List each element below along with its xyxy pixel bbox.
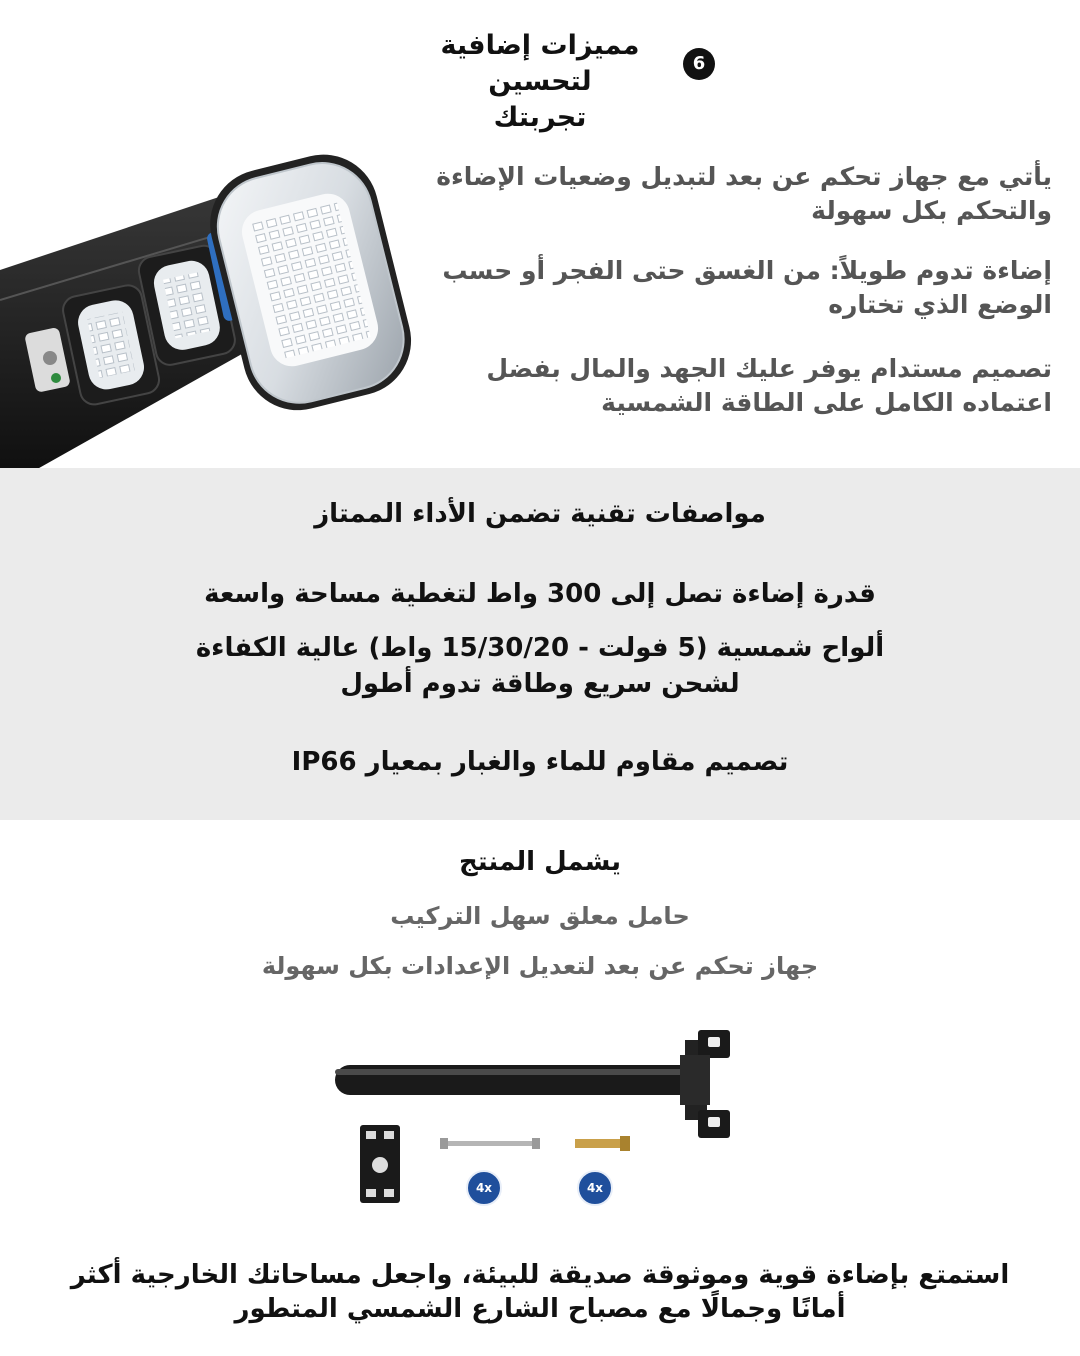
specs-title: مواصفات تقنية تضمن الأداء الممتاز bbox=[314, 499, 766, 529]
section-title: مميزات إضافية لتحسين تجربتك bbox=[440, 30, 640, 133]
feature-long-lighting: إضاءة تدوم طويلاً: من الغسق حتى الفجر أو حسب الوضع الذي تختاره bbox=[442, 256, 1052, 319]
include-mount-bracket: حامل معلق سهل التركيب bbox=[390, 902, 690, 930]
closing-statement: استمتع بإضاءة قوية وموثوقة صديقة للبيئة، واجعل مساحاتك الخارجية أكثر أمانًا وجمالًا مع مصباح الشارع الشمسي المتطور bbox=[70, 1260, 1010, 1324]
spec-waterproof: تصميم مقاوم للماء والغبار بمعيار IP66 bbox=[291, 747, 789, 777]
includes-title: يشمل المنتج bbox=[459, 847, 621, 877]
feature-sustainable-design: تصميم مستدام يوفر عليك الجهد والمال بفضل اعتماده الكامل على الطاقة الشمسية bbox=[486, 354, 1052, 417]
solar-street-light-image bbox=[0, 150, 420, 495]
spec-solar-panels-text: ألواح شمسية (5 فولت - 15/30/20 واط) عالية الكفاءة لشحن سريع وطاقة تدوم أطول bbox=[195, 633, 885, 699]
include-remote-control: جهاز تحكم عن بعد لتعديل الإعدادات بكل سهولة bbox=[261, 952, 819, 980]
spec-power: قدرة إضاءة تصل إلى 300 واط لتغطية مساحة واسعة bbox=[204, 579, 876, 609]
quantity-badge-screw: 4x bbox=[466, 1170, 502, 1206]
spec-solar-panels bbox=[0, 630, 1080, 702]
feature-remote-control: يأتي مع جهاز تحكم عن بعد لتبديل وضعيات الإضاءة والتحكم بكل سهولة bbox=[436, 162, 1052, 225]
quantity-badge-anchor: 4x bbox=[577, 1170, 613, 1206]
mounting-hardware-image bbox=[320, 1025, 760, 1215]
step-number-badge: 6 bbox=[683, 48, 715, 80]
